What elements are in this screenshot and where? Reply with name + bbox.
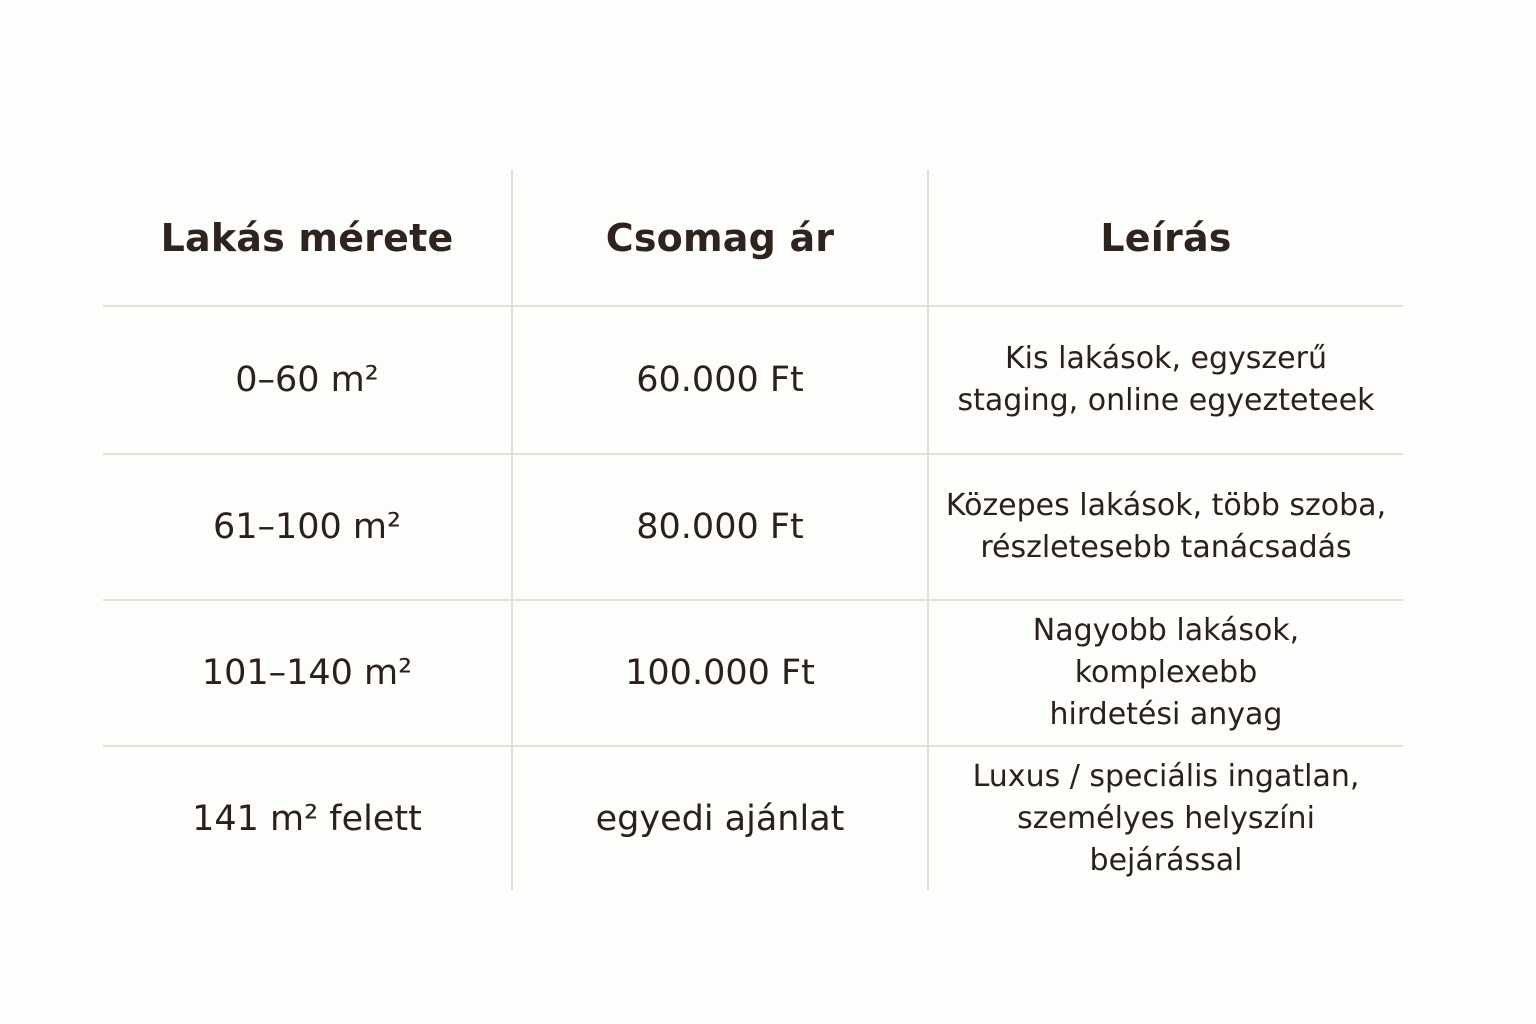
table-row-1-description: Kis lakások, egyszerű staging, online egyezteteek xyxy=(957,341,1375,418)
table-row-3-description: Nagyobb lakások, komplexebb hirdetési anyag xyxy=(1032,613,1300,732)
header-description: Leírás xyxy=(1100,215,1232,260)
table-row-1-price: 60.000 Ft xyxy=(636,360,804,400)
table-row-1-size: 0–60 m² xyxy=(235,360,379,400)
table-row-4-price: egyedi ajánlat xyxy=(595,798,845,839)
pricing-table xyxy=(103,170,1403,890)
table-row-3-size: 101–140 m² xyxy=(201,653,413,693)
header-price: Csomag ár xyxy=(605,215,835,260)
table-row-2-size: 61–100 m² xyxy=(212,507,402,547)
table-row-2-price: 80.000 Ft xyxy=(636,507,804,547)
table-row-4-description: Luxus / speciális ingatlan, személyes helyszíni bejárással xyxy=(972,758,1360,878)
header-size: Lakás mérete xyxy=(160,215,454,260)
table-row-3-price: 100.000 Ft xyxy=(625,653,815,693)
table-row-4-size: 141 m² felett xyxy=(192,798,422,839)
table-row-2-description: Közepes lakások, több szoba, részletesebb tanácsadás xyxy=(945,488,1387,565)
